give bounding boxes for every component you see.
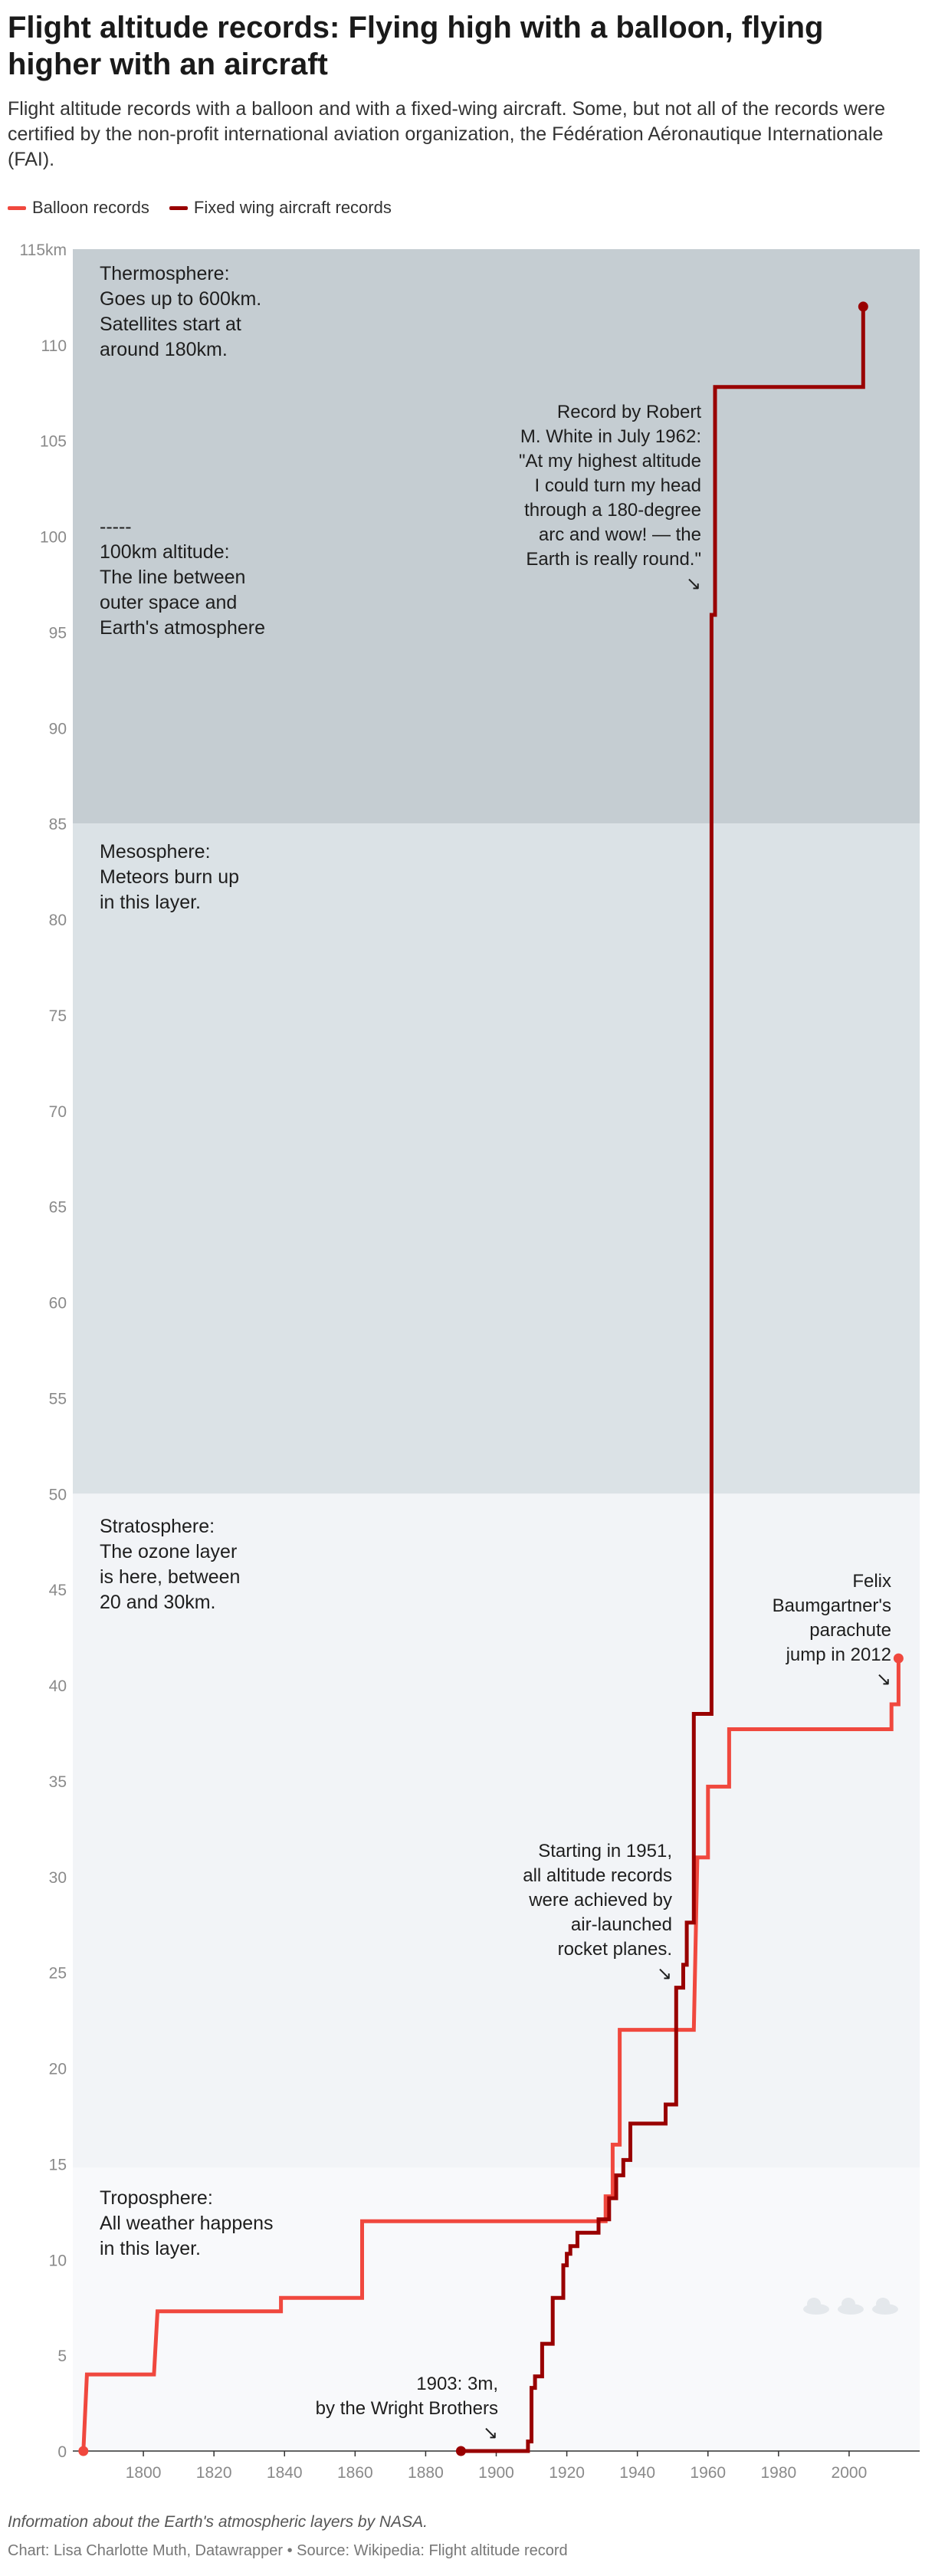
y-tick-label: 35 bbox=[48, 1773, 67, 1791]
layer-label-troposphere-line: All weather happens bbox=[100, 2213, 274, 2234]
y-tick-label: 10 bbox=[48, 2252, 67, 2270]
y-tick-label: 5 bbox=[57, 2348, 67, 2366]
annotation-rocket-planes-line: air-launched bbox=[570, 1914, 672, 1935]
layer-label--line: Earth's atmosphere bbox=[100, 617, 265, 639]
layer-label-stratosphere-line: is here, between bbox=[100, 1566, 241, 1588]
layer-label-thermosphere-line: around 180km. bbox=[100, 339, 228, 360]
x-tick-label: 2000 bbox=[831, 2464, 868, 2482]
y-tick-label: 25 bbox=[48, 1964, 67, 1983]
band-thermosphere bbox=[73, 249, 920, 823]
x-tick-label: 1860 bbox=[336, 2464, 373, 2482]
y-tick-label: 40 bbox=[48, 1677, 67, 1696]
y-tick-label: 0 bbox=[57, 2443, 67, 2461]
y-tick-label: 115km bbox=[19, 242, 67, 259]
annotation-wright-brothers-line: ↘ bbox=[482, 2423, 498, 2443]
series-start-point bbox=[78, 2446, 88, 2456]
y-tick-label: 90 bbox=[48, 720, 67, 738]
annotation-robert-white-line: ↘ bbox=[685, 573, 701, 594]
annotation-rocket-planes-line: were achieved by bbox=[529, 1890, 672, 1911]
layer-label-stratosphere-line: 20 and 30km. bbox=[100, 1592, 216, 1613]
x-tick-label: 1940 bbox=[619, 2464, 656, 2482]
annotation-baumgartner-line: parachute bbox=[809, 1620, 891, 1641]
annotation-robert-white-line: Record by Robert bbox=[556, 402, 701, 422]
y-tick-label: 70 bbox=[48, 1102, 67, 1121]
layer-label-thermosphere-line: Goes up to 600km. bbox=[100, 288, 262, 310]
annotation-baumgartner-line: jump in 2012 bbox=[786, 1644, 891, 1665]
x-tick-label: 1800 bbox=[125, 2464, 162, 2482]
footnote: Information about the Earth's atmospheric layers by NASA. bbox=[8, 2513, 428, 2531]
annotation-baumgartner-line: ↘ bbox=[875, 1669, 891, 1690]
y-tick-label: 100 bbox=[39, 528, 67, 547]
layer-label--line: ----- bbox=[100, 516, 132, 537]
y-tick-label: 15 bbox=[48, 2156, 67, 2174]
credit-line: Chart: Lisa Charlotte Muth, Datawrapper • Source: Wikipedia: Flight altitude record bbox=[8, 2542, 568, 2559]
annotation-baumgartner-line: Baumgartner's bbox=[772, 1595, 891, 1616]
chart-legend bbox=[8, 196, 412, 219]
y-tick-label: 110 bbox=[41, 337, 67, 355]
annotation-robert-white-line: arc and wow! — the bbox=[538, 524, 701, 545]
legend-label-aircraft: Fixed wing aircraft records bbox=[193, 198, 392, 217]
annotation-wright-brothers-line: 1903: 3m, bbox=[416, 2374, 498, 2394]
y-tick-label: 95 bbox=[48, 624, 67, 642]
layer-label-mesosphere-line: Meteors burn up bbox=[100, 866, 240, 888]
x-tick-label: 1880 bbox=[408, 2464, 444, 2482]
layer-label-stratosphere-line: The ozone layer bbox=[100, 1541, 238, 1562]
layer-label-stratosphere-line: Stratosphere: bbox=[100, 1516, 215, 1537]
y-tick-label: 60 bbox=[48, 1294, 67, 1313]
y-tick-label: 50 bbox=[48, 1486, 67, 1504]
annotation-wright-brothers-line: by the Wright Brothers bbox=[315, 2398, 498, 2419]
annotation-baumgartner-line: Felix bbox=[852, 1571, 891, 1592]
annotation-rocket-planes-line: Starting in 1951, bbox=[538, 1841, 672, 1861]
y-tick-label: 45 bbox=[48, 1582, 67, 1600]
annotation-robert-white-line: Earth is really round." bbox=[526, 549, 701, 570]
layer-label--line: The line between bbox=[100, 567, 246, 588]
cloud-icon bbox=[876, 2298, 890, 2310]
legend-item-aircraft bbox=[169, 198, 392, 218]
y-tick-label: 55 bbox=[48, 1390, 67, 1408]
band-mesosphere bbox=[73, 823, 920, 1493]
y-tick-label: 20 bbox=[48, 2060, 67, 2078]
legend-label-balloon: Balloon records bbox=[32, 198, 149, 217]
annotation-robert-white-line: through a 180-degree bbox=[524, 500, 701, 521]
layer-label-mesosphere-line: Mesosphere: bbox=[100, 841, 211, 863]
cloud-icon bbox=[842, 2298, 855, 2310]
x-tick-label: 1840 bbox=[266, 2464, 303, 2482]
layer-label-mesosphere-line: in this layer. bbox=[100, 892, 202, 913]
cloud-icon bbox=[807, 2298, 821, 2310]
x-tick-label: 1900 bbox=[478, 2464, 514, 2482]
x-tick-label: 1920 bbox=[549, 2464, 585, 2482]
y-tick-label: 65 bbox=[48, 1198, 67, 1217]
layer-label-thermosphere-line: Thermosphere: bbox=[100, 263, 230, 284]
chart-title: Flight altitude records: Flying high with a balloon, flying higher with an aircraft bbox=[8, 11, 824, 81]
series-start-point bbox=[456, 2446, 466, 2456]
x-tick-label: 1820 bbox=[195, 2464, 232, 2482]
layer-label-troposphere-line: in this layer. bbox=[100, 2238, 202, 2259]
series-end-point bbox=[858, 301, 868, 311]
y-tick-label: 85 bbox=[48, 816, 67, 834]
series-end-point bbox=[894, 1654, 904, 1664]
layer-label--line: 100km altitude: bbox=[100, 541, 230, 563]
annotation-rocket-planes-line: rocket planes. bbox=[557, 1939, 672, 1960]
layer-label--line: outer space and bbox=[100, 592, 238, 613]
annotation-robert-white-line: "At my highest altitude bbox=[519, 451, 701, 472]
chart-subtitle: Flight altitude records with a balloon and with a fixed-wing aircraft. Some, but not all of the records were certified by the non-profit international aviation organization, the Fédération Aéronautique Internationale (FAI). bbox=[8, 98, 886, 170]
legend-swatch-aircraft bbox=[169, 206, 188, 210]
legend-swatch-balloon bbox=[8, 206, 26, 210]
y-tick-label: 75 bbox=[48, 1007, 67, 1025]
x-tick-label: 1980 bbox=[760, 2464, 797, 2482]
y-tick-label: 105 bbox=[39, 432, 67, 451]
altitude-chart bbox=[0, 230, 935, 2492]
annotation-robert-white-line: I could turn my head bbox=[534, 475, 701, 496]
annotation-robert-white-line: M. White in July 1962: bbox=[520, 426, 701, 447]
layer-label-troposphere-line: Troposphere: bbox=[100, 2187, 213, 2209]
annotation-rocket-planes-line: all altitude records bbox=[523, 1865, 672, 1886]
layer-label-thermosphere-line: Satellites start at bbox=[100, 314, 241, 335]
legend-item-balloon bbox=[8, 198, 149, 218]
y-tick-label: 80 bbox=[48, 912, 67, 930]
x-tick-label: 1960 bbox=[690, 2464, 727, 2482]
y-tick-label: 30 bbox=[48, 1868, 67, 1887]
annotation-rocket-planes-line: ↘ bbox=[656, 1963, 672, 1984]
